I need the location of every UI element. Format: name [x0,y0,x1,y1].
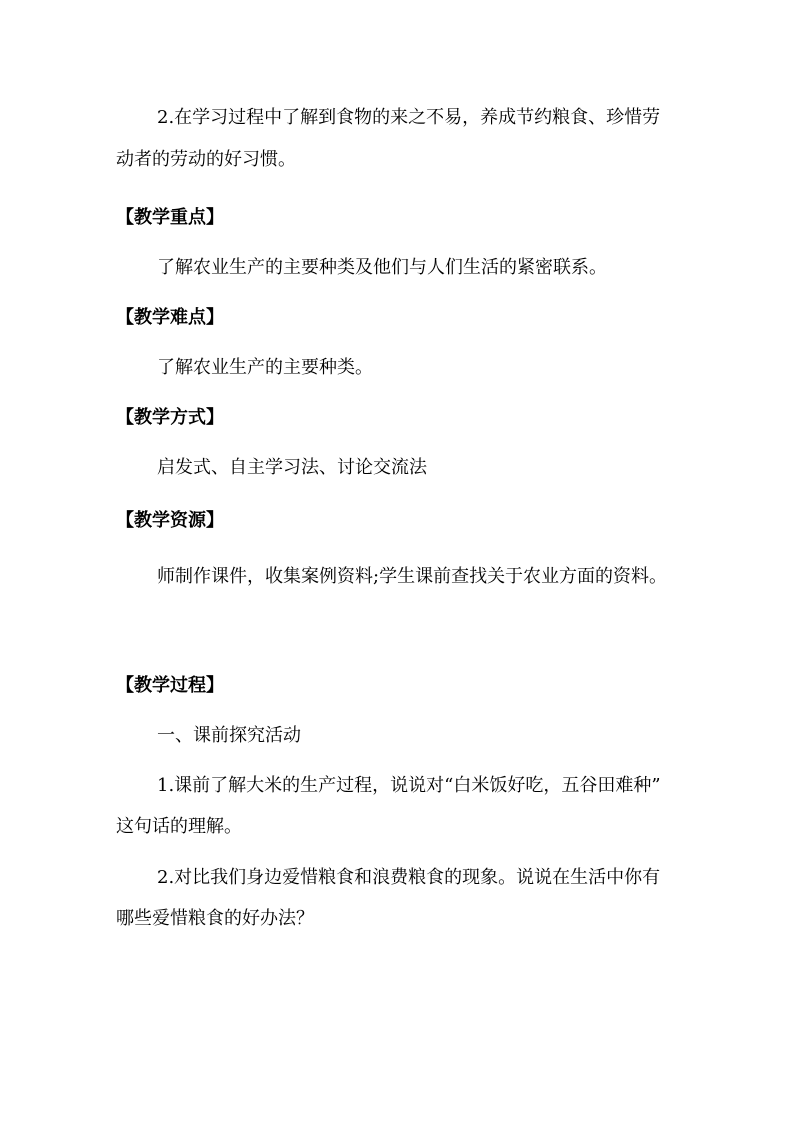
objective-2-line-2: 动者的劳动的好习惯。 [116,149,296,170]
key-points-heading: 【教学重点】 [116,207,224,228]
process-item-1-line-1: 1.课前了解大米的生产过程，说说对“白米饭好吃，五谷田难种” [157,775,661,796]
methods-heading: 【教学方式】 [116,407,224,428]
process-section-1: 一、课前探究活动 [157,725,301,746]
key-points-text: 了解农业生产的主要种类及他们与人们生活的紧密联系。 [157,257,607,278]
process-item-2-line-1: 2.对比我们身边爱惜粮食和浪费粮食的现象。说说在生活中你有 [157,867,661,888]
resources-heading: 【教学资源】 [116,510,224,531]
resources-text: 师制作课件，收集案例资料;学生课前查找关于农业方面的资料。 [157,566,668,587]
difficulty-heading: 【教学难点】 [116,307,224,328]
objective-2-line-1: 2.在学习过程中了解到食物的来之不易，养成节约粮食、珍惜劳 [157,107,661,128]
process-heading: 【教学过程】 [116,675,224,696]
process-item-2-line-2: 哪些爱惜粮食的好办法？ [116,908,314,929]
difficulty-text: 了解农业生产的主要种类。 [157,357,373,378]
methods-text: 启发式、自主学习法、讨论交流法 [157,457,427,478]
process-item-1-line-2: 这句话的理解。 [116,816,242,837]
